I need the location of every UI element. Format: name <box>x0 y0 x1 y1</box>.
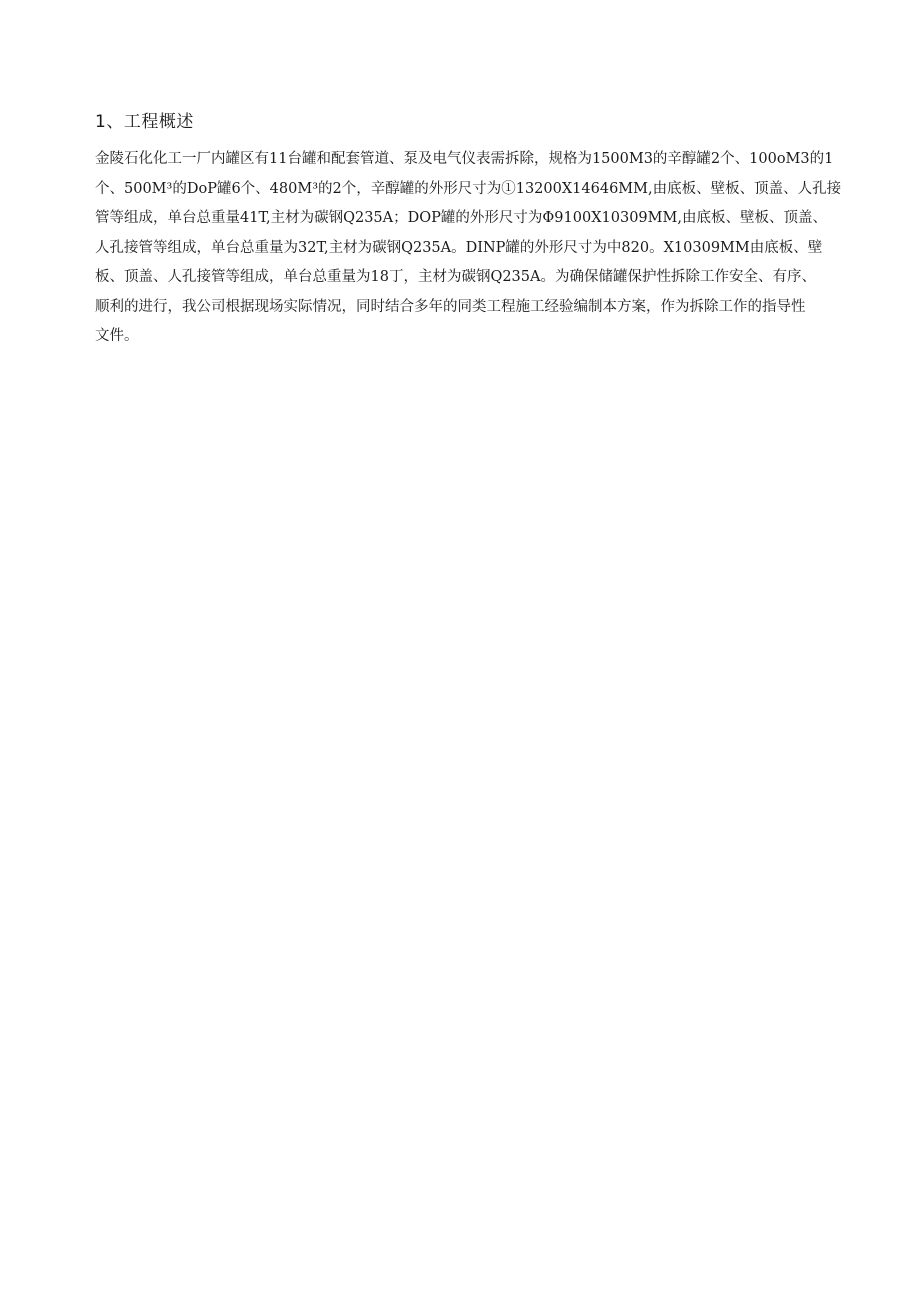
section-heading: 1、工程概述 <box>95 112 194 132</box>
section-body-paragraph <box>95 145 865 352</box>
paragraph-line-3: 管等组成，单台总重量41T,主材为碳钢Q235A；DOP罐的外形尺寸为Φ9100X10309MM,由底板、壁板、顶盖、 <box>95 210 827 226</box>
paragraph-line-4: 人孔接管等组成，单台总重量为32T,主材为碳钢Q235A。DINP罐的外形尺寸为中820。X10309MM由底板、壁 <box>95 239 823 256</box>
paragraph-line-7: 文件。 <box>95 328 139 344</box>
paragraph-line-6: 顺利的进行，我公司根据现场实际情况，同时结合多年的同类工程施工经验编制本方案，作为拆除工作的指导性 <box>95 298 806 315</box>
paragraph-line-1: 金陵石化化工一厂内罐区有11台罐和配套管道、泵及电气仪表需拆除，规格为1500M3的辛醇罐2个、100oM3的1 <box>95 151 834 167</box>
paragraph-line-5: 板、顶盖、人孔接管等组成，单台总重量为18丁，主材为碳钢Q235A。为确保储罐保护性拆除工作安全、有序、 <box>95 269 816 285</box>
paragraph-line-2: 个、500M³的DoP罐6个、480M³的2个，辛醇罐的外形尺寸为①13200X14646MM,由底板、壁板、顶盖、人孔接 <box>95 180 842 197</box>
